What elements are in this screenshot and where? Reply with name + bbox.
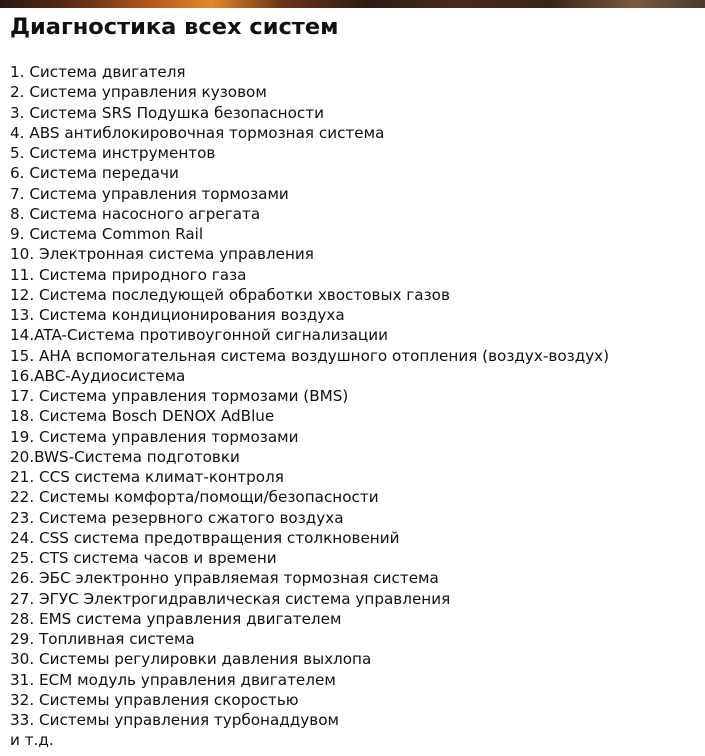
etc-text: и т.д.: [10, 731, 54, 749]
list-item: 25. CTS система часов и времени: [10, 549, 277, 567]
list-item: 9. Система Common Rail: [10, 225, 204, 243]
list-item: 6. Система передачи: [10, 164, 179, 183]
list-item: 7. Система управления тормозами: [10, 184, 289, 203]
list-item: 27. ЭГУС Электрогидравлическая система управления: [10, 589, 451, 608]
list-item: 20.BWS-Система подготовки: [10, 447, 240, 466]
list-item: 3. Система SRS Подушка безопасности: [10, 103, 324, 122]
list-item: 14.ATA-Система противоугонной сигнализации: [10, 326, 389, 345]
list-item: 23. Система резервного сжатого воздуха: [10, 508, 344, 527]
systems-list: [10, 62, 609, 730]
list-item: 28. EMS система управления двигателем: [10, 609, 342, 628]
list-item: 18. Система Bosch DENOX AdBlue: [10, 407, 275, 426]
list-item: 8. Система насосного агрегата: [10, 204, 261, 223]
list-item: 4. ABS антиблокировочная тормозная система: [10, 123, 385, 142]
list-item: 17. Система управления тормозами (BMS): [10, 387, 349, 405]
list-item: 10. Электронная система управления: [10, 245, 314, 264]
list-item: 19. Система управления тормозами: [10, 427, 299, 446]
list-item: 12. Система последующей обработки хвостовых газов: [10, 285, 450, 304]
list-item: 31. ECM модуль управления двигателем: [10, 670, 336, 689]
list-item: 1. Система двигателя: [10, 63, 186, 81]
list-item: 5. Система инструментов: [10, 144, 216, 162]
header-banner-image: [0, 0, 705, 8]
list-item: 21. CCS система климат-контроля: [10, 468, 284, 486]
list-item: 22. Системы комфорта/помощи/безопасности: [10, 488, 379, 507]
list-item: 29. Топливная система: [10, 630, 195, 648]
list-item: 30. Системы регулировки давления выхлопа: [10, 650, 372, 669]
list-item: 13. Система кондиционирования воздуха: [10, 306, 345, 324]
list-item: 26. ЭБС электронно управляемая тормозная система: [10, 569, 439, 588]
list-item: 15. AHA вспомогательная система воздушного отопления (воздух-воздух): [10, 346, 610, 365]
list-item: 2. Система управления кузовом: [10, 83, 267, 102]
list-item: 32. Системы управления скоростью: [10, 690, 299, 709]
page-title: Диагностика всех систем: [10, 14, 339, 40]
list-item: 11. Система природного газа: [10, 265, 247, 284]
list-item: 16.ABC-Аудиосистема: [10, 366, 186, 385]
list-item: 33. Системы управления турбонаддувом: [10, 711, 339, 729]
list-item: 24. CSS система предотвращения столкновений: [10, 528, 400, 547]
